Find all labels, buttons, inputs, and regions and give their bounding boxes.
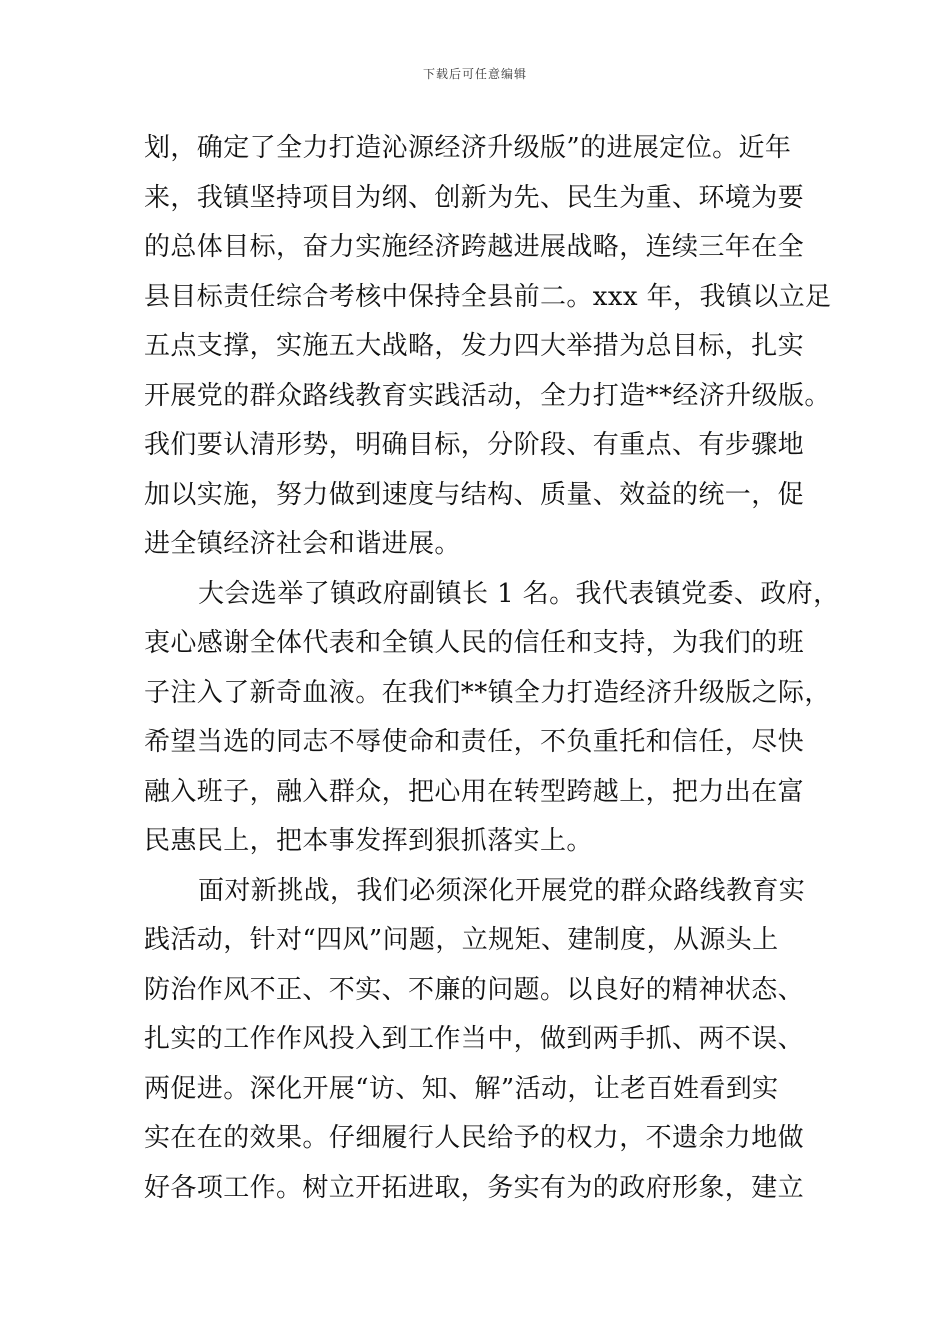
text-line: 防治作风不正、不实、不廉的问题。以良好的精神状态、 xyxy=(144,974,805,1005)
text-line: 融入班子，融入群众，把心用在转型跨越上，把力出在富 xyxy=(144,776,805,807)
page-header: 下载后可任意编辑 xyxy=(422,67,527,81)
text-line: 衷心感谢全体代表和全镇人民的信任和支持，为我们的班 xyxy=(144,628,805,658)
text-line-first: 大会选举了镇政府副镇长 1 名。我代表镇党委、政府， xyxy=(198,578,840,609)
document-body xyxy=(144,124,840,1213)
text-line: 好各项工作。树立开拓进取，务实有为的政府形象，建立 xyxy=(144,1172,805,1203)
text-line: 实在在的效果。仔细履行人民给予的权力，不遗余力地做 xyxy=(144,1123,805,1153)
text-line: 进全镇经济社会和谐进展。 xyxy=(144,529,461,559)
text-line: 践活动，针对“四风”问题，立规矩、建制度，从源头上 xyxy=(144,925,779,955)
text-line: 希望当选的同志不辱使命和责任，不负重托和信任，尽快 xyxy=(144,727,805,757)
text-line: 子注入了新奇血液。在我们**镇全力打造经济升级版之际， xyxy=(144,677,831,708)
text-line: 划，确定了全力打造沁源经济升级版”的进展定位。近年 xyxy=(144,133,792,163)
text-line: 的总体目标，奋力实施经济跨越进展战略，连续三年在全 xyxy=(144,232,805,262)
text-line: 民惠民上，把本事发挥到狠抓落实上。 xyxy=(144,826,593,856)
text-line-first: 面对新挑战，我们必须深化开展党的群众路线教育实 xyxy=(198,875,806,906)
text-line: 来，我镇坚持项目为纲、创新为先、民生为重、环境为要 xyxy=(144,182,805,213)
paragraph-2 xyxy=(144,570,840,867)
text-line: 开展党的群众路线教育实践活动，全力打造**经济升级版。 xyxy=(144,380,831,411)
paragraph-3 xyxy=(144,867,834,1214)
text-line: 扎实的工作作风投入到工作当中，做到两手抓、两不误、 xyxy=(144,1024,805,1054)
text-line: 五点支撑，实施五大战略，发力四大举措为总目标，扎实 xyxy=(144,331,805,361)
text-line: 加以实施，努力做到速度与结构、质量、效益的统一，促 xyxy=(144,479,805,510)
paragraph-1 xyxy=(144,124,834,570)
text-line: 县目标责任综合考核中保持全县前二。xxx 年，我镇以立足 xyxy=(144,281,832,312)
text-line: 两促进。深化开展“访、知、解”活动，让老百姓看到实 xyxy=(144,1073,779,1104)
text-line: 我们要认清形势，明确目标，分阶段、有重点、有步骤地 xyxy=(144,430,805,460)
